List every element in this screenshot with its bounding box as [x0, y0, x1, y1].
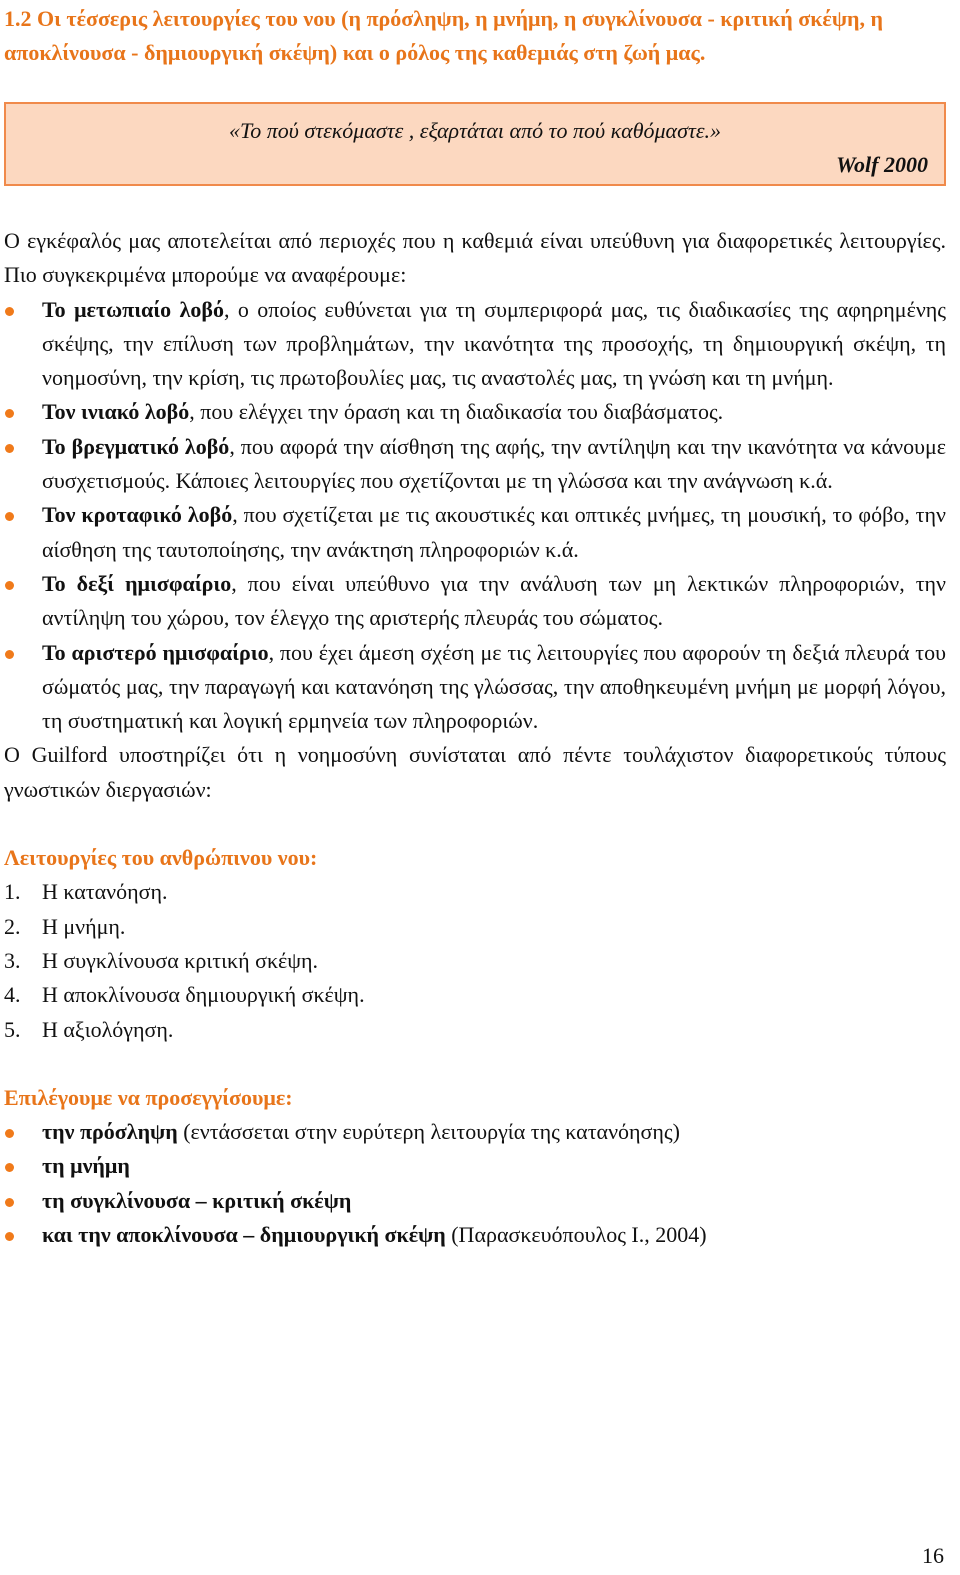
approach-term: τη μνήμη [42, 1153, 130, 1179]
list-item [4, 498, 946, 567]
bullet-icon [5, 1198, 14, 1207]
guilford-paragraph: Ο Guilford υποστηρίζει ότι η νοημοσύνη συνίσταται από πέντε τουλάχιστον διαφορετικούς τύπους γνωστικών διεργασιών: [4, 742, 946, 802]
lobe-name: Το βρεγματικό λοβό [42, 433, 230, 459]
lobe-name: Το αριστερό ημισφαίριο [42, 639, 269, 665]
approach-note: (Παρασκευόπουλος Ι., 2004) [445, 1222, 707, 1248]
bullet-icon [5, 512, 14, 521]
approach-term: την πρόσληψη [42, 1119, 178, 1145]
lobe-name: Το μετωπιαίο λοβό [42, 296, 224, 322]
bullet-icon [5, 1129, 14, 1138]
bullet-icon [5, 1163, 14, 1172]
approach-note: (εντάσσεται στην ευρύτερη λειτουργία της κατανόησης) [177, 1119, 680, 1145]
functions-title: Λειτουργίες του ανθρώπινου νου: [4, 845, 318, 871]
bullet-icon [5, 650, 14, 659]
item-text: Η συγκλίνουσα κριτική σκέψη. [42, 947, 319, 973]
functions-list [4, 875, 946, 1046]
list-item [4, 1149, 946, 1183]
list-item [4, 636, 946, 739]
list-item [4, 293, 946, 396]
item-text: Η αποκλίνουσα δημιουργική σκέψη. [42, 982, 365, 1008]
approach-list [4, 1115, 946, 1252]
intro-paragraph: Ο εγκέφαλός μας αποτελείται από περιοχές που η καθεμιά είναι υπεύθυνη για διαφορετικές λειτουργίες. Πιο συγκεκριμένα μπορούμε να αναφέρουμε: [4, 228, 946, 288]
approach-term: τη συγκλίνουσα – κριτική σκέψη [42, 1187, 352, 1213]
bullet-icon [5, 307, 14, 316]
brain-lobes-list [4, 293, 946, 739]
lobe-description: , ο οποίος ευθύνεται για τη συμπεριφορά μας, τις διαδικασίες της αφηρημένης σκέψης, την επίλυση των προβλημάτων, την ικανότητα της προσοχής, τη δημιουργική σκέψη, τη νοημοσύνη, την κρίση, τις πρωτοβουλίες μας, τις αναστολές μας, τη γνώση και τη μνήμη. [42, 296, 946, 391]
item-number: 4. [4, 982, 21, 1008]
item-text: Η αξιολόγηση. [42, 1016, 174, 1042]
bullet-icon [5, 581, 14, 590]
list-item [4, 567, 946, 636]
list-item [4, 944, 946, 978]
list-item [4, 910, 946, 944]
lobe-name: Το δεξί ημισφαίριο [42, 570, 232, 596]
list-item [4, 1115, 946, 1149]
bullet-icon [5, 409, 14, 418]
item-number: 5. [4, 1016, 21, 1042]
item-number: 2. [4, 913, 21, 939]
lobe-description: , που είναι υπεύθυνο για την ανάλυση των μη λεκτικών πληροφοριών, την αντίληψη του χώρου, τον έλεγχο της αριστερής πλευράς του σώματος. [42, 570, 946, 631]
lobe-description: , που έχει άμεση σχέση με τις λειτουργίες που αφορούν τη δεξιά πλευρά του σώματός μας, την παραγωγή και κατανόηση της γλώσσας, την αποθηκευμένη μνήμη με μορφή λόγου, τη συστηματική και λογική ερμηνεία των πληροφοριών. [42, 639, 946, 734]
item-number: 1. [4, 879, 21, 905]
list-item [4, 1184, 946, 1218]
page-number: 16 [922, 1543, 944, 1568]
list-item [4, 1218, 946, 1252]
lobe-name: Τον κροταφικό λοβό [42, 502, 233, 528]
quote-text: «Το πού στεκόμαστε , εξαρτάται από το πού καθόμαστε.» [229, 118, 721, 143]
lobe-name: Τον ινιακό λοβό [42, 399, 190, 425]
approach-term: και την αποκλίνουσα – δημιουργική σκέψη [42, 1222, 446, 1248]
bullet-icon [5, 1232, 14, 1241]
bullet-icon [5, 444, 14, 453]
document-page [4, 0, 946, 1252]
list-item [4, 875, 946, 909]
list-item [4, 1013, 946, 1047]
approach-title: Επιλέγουμε να προσεγγίσουμε: [4, 1084, 293, 1110]
list-item [4, 395, 946, 429]
list-item [4, 430, 946, 499]
item-text: Η κατανόηση. [42, 879, 168, 905]
lobe-description: , που αφορά την αίσθηση της αφής, την αντίληψη και την ικανότητα να κάνουμε συσχετισμούς. Κάποιες λειτουργίες που σχετίζονται με τη γλώσσα και την ανάγνωση κ.ά. [42, 433, 946, 494]
lobe-description: , που ελέγχει την όραση και τη διαδικασία του διαβάσματος. [189, 399, 724, 425]
quote-author: Wolf 2000 [836, 152, 928, 177]
item-number: 3. [4, 947, 21, 973]
quote-box [4, 102, 946, 186]
lobe-description: , που σχετίζεται με τις ακουστικές και οπτικές μνήμες, τη μουσική, το φόβο, την αίσθηση της ταυτοποίησης, την ανάκτηση πληροφοριών κ.ά. [42, 502, 946, 562]
item-text: Η μνήμη. [42, 913, 126, 939]
list-item [4, 978, 946, 1012]
section-heading: 1.2 Οι τέσσερις λειτουργίες του νου (η πρόσληψη, η μνήμη, η συγκλίνουσα - κριτική σκέψη, η αποκλίνουσα - δημιουργική σκέψη) και ο ρόλος της καθεμιάς στη ζωή μας. [4, 6, 883, 65]
